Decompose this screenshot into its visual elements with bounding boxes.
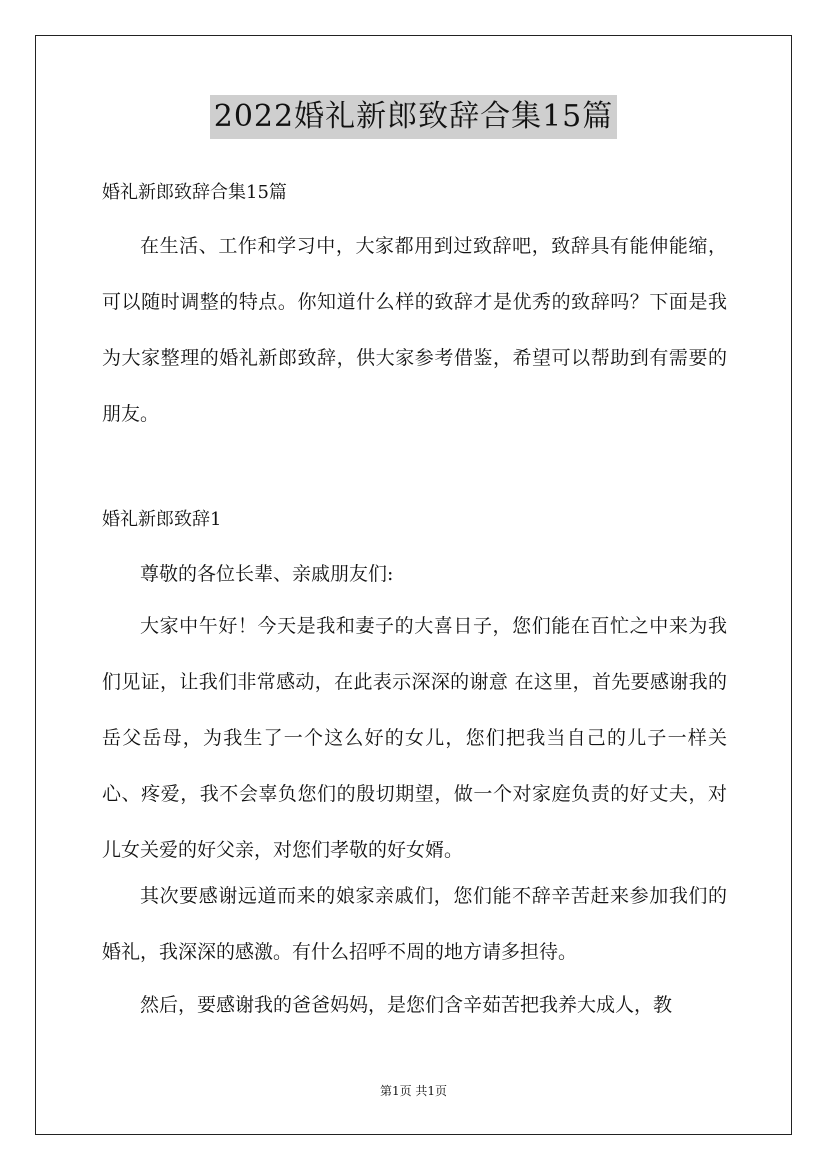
body-paragraph-1: 大家中午好！今天是我和妻子的大喜日子，您们能在百忙之中来为我们见证，让我们非常感动，在此表示深深的谢意 在这里，首先要感谢我的岳父岳母，为我生了一个这么好的女儿，您们把我当自己的儿子一样关心、疼爱，我不会辜负您们的殷切期望，做一个对家庭负责的好丈夫，对儿女关爱的好父亲，对您们孝敬的好女婿。 xyxy=(102,615,727,861)
page-footer: 第1页 共1页 xyxy=(379,1084,448,1098)
body-paragraph-2: 其次要感谢远道而来的娘家亲戚们，您们能不辞辛苦赶来参加我们的婚礼，我深深的感激。有什么招呼不周的地方请多担待。 xyxy=(102,885,727,963)
title-container xyxy=(0,95,827,139)
body-paragraph-3: 然后，要感谢我的爸爸妈妈，是您们含辛茹苦把我养大成人，教 xyxy=(140,994,673,1016)
greeting-line: 尊敬的各位长辈、亲戚朋友们: xyxy=(140,563,394,585)
intro-paragraph: 在生活、工作和学习中，大家都用到过致辞吧，致辞具有能伸能缩，可以随时调整的特点。你知道什么样的致辞才是优秀的致辞吗？下面是我为大家整理的婚礼新郎致辞，供大家参考借鉴，希望可以帮助到有需要的朋友。 xyxy=(102,235,727,425)
section-heading: 婚礼新郎致辞1 xyxy=(102,509,222,530)
document-title: 2022婚礼新郎致辞合集15篇 xyxy=(210,95,618,139)
document-subtitle: 婚礼新郎致辞合集15篇 xyxy=(102,182,287,203)
